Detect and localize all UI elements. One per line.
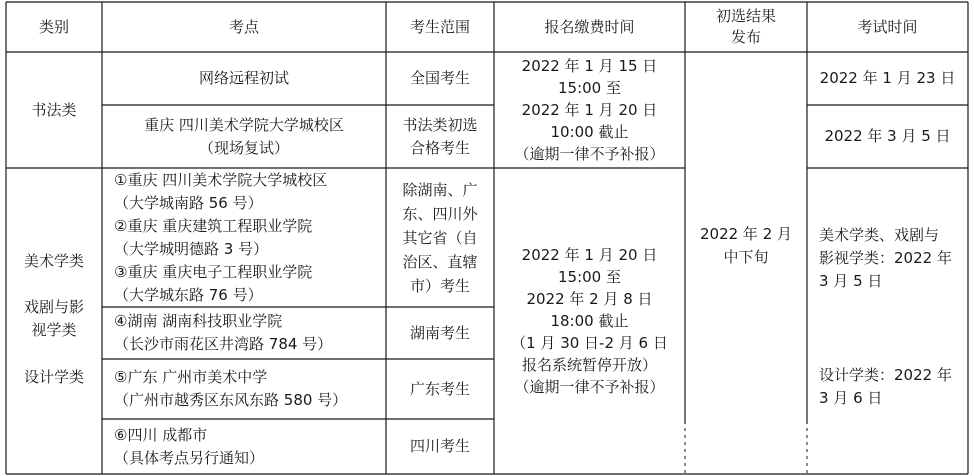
header-category: 类别 bbox=[38, 17, 69, 36]
arts-site-hunan: ④湖南 湖南科技职业学院 （长沙市雨花区井湾路 784 号） bbox=[114, 312, 333, 353]
header-candidate-scope: 考生范围 bbox=[409, 17, 470, 36]
header-exam-site: 考点 bbox=[228, 17, 259, 36]
preliminary-result-date: 2022 年 2 月 中下旬 bbox=[699, 225, 793, 266]
header-preliminary-result: 初选结果 发布 bbox=[715, 7, 776, 46]
arts-exam-time-design: 设计学类：2022 年 3 月 6 日 bbox=[819, 366, 952, 407]
calligraphy-online-exam-time: 2022 年 1 月 23 日 bbox=[819, 69, 956, 87]
arts-category-design: 设计学类 bbox=[23, 367, 84, 386]
calligraphy-online-site: 网络远程初试 bbox=[198, 69, 289, 87]
header-registration-time: 报名缴费时间 bbox=[544, 17, 635, 36]
arts-exam-time-fine-arts-drama: 美术学类、戏剧与 影视学类：2022 年 3 月 5 日 bbox=[819, 225, 952, 290]
arts-site-guangdong: ⑤广东 广州市美术中学 （广州市越秀区东风东路 580 号） bbox=[114, 368, 348, 409]
calligraphy-onsite-scope: 书法类初选 合格考生 bbox=[402, 115, 478, 157]
calligraphy-online-scope: 全国考生 bbox=[409, 69, 470, 87]
arts-scope-hunan: 湖南考生 bbox=[409, 323, 470, 342]
arts-site-chongqing: ①重庆 四川美术学院大学城校区 （大学城南路 56 号） ②重庆 重庆建筑工程职业学院 （大学城明德路 3 号） ③重庆 重庆电子工程职业学院 （大学城东路 76 号） bbox=[114, 170, 328, 304]
arts-scope-chongqing: 除湖南、广 东、四川外 其它省（自 治区、直辖 市）考生 bbox=[402, 180, 478, 295]
arts-scope-guangdong: 广东考生 bbox=[409, 379, 470, 398]
arts-category-drama-film: 戏剧与影 视学类 bbox=[23, 298, 84, 339]
arts-site-sichuan: ⑥四川 成都市 （具体考点另行通知） bbox=[114, 425, 265, 467]
calligraphy-category: 书法类 bbox=[31, 100, 77, 119]
arts-category-fine-arts: 美术学类 bbox=[23, 251, 84, 270]
calligraphy-onsite-site: 重庆 四川美术学院大学城校区 （现场复试） bbox=[144, 115, 344, 157]
arts-registration-time: 2022 年 1 月 20 日 15:00 至 2022 年 2 月 8 日 18:00 截止 （1 月 30 日-2 月 6 日 报名系统暂停开放） （逾期一律不予补报） bbox=[511, 246, 668, 396]
calligraphy-registration-time: 2022 年 1 月 15 日 15:00 至 2022 年 1 月 20 日 10:00 截止 （逾期一律不予补报） bbox=[514, 57, 665, 163]
calligraphy-onsite-exam-time: 2022 年 3 月 5 日 bbox=[824, 127, 951, 145]
arts-scope-sichuan: 四川考生 bbox=[409, 437, 470, 455]
header-exam-time: 考试时间 bbox=[857, 17, 918, 36]
